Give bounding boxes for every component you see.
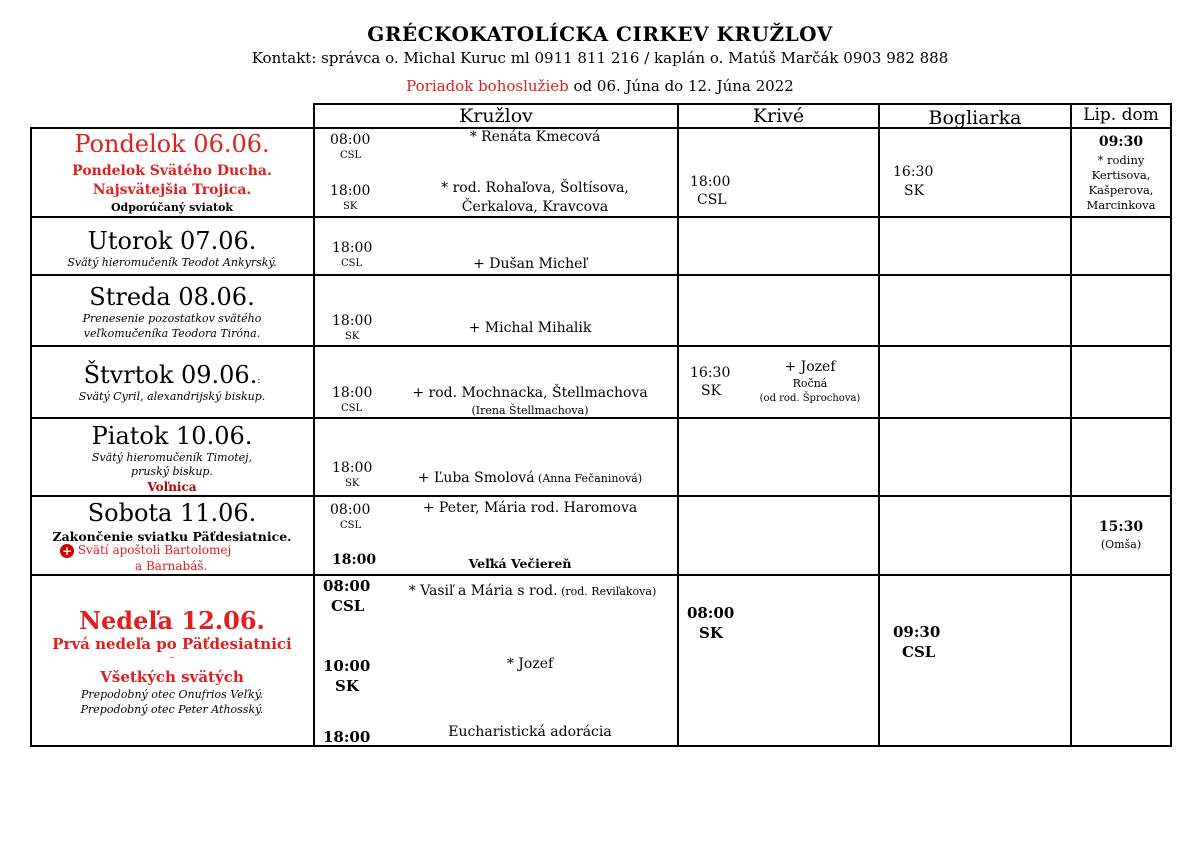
cross-icon: + (61, 543, 73, 558)
service-time: 16:30 (893, 164, 934, 180)
column-header-krive: Krivé (752, 105, 805, 127)
service-time: 08:00 (330, 132, 371, 148)
day-name: Pondelok 06.06. (74, 130, 270, 158)
feast-line: Zakončenie sviatku Päťdesiatnice. (52, 529, 292, 544)
day-name: Utorok 07.06. (87, 227, 257, 255)
feast-line: Najsvätejšia Trojica. (92, 182, 252, 198)
service-intention: + Dušan Micheľ (473, 256, 587, 272)
service-time: 18:00 (690, 174, 731, 190)
intention-note: (rod. Reviľakova) (557, 585, 657, 598)
feast-line: Prenesenie pozostatkov svätého (82, 312, 262, 325)
day-name (32, 361, 312, 389)
intention-line: Marcinkova (1086, 198, 1156, 212)
service-intention: + Jozef (784, 359, 836, 375)
service-note: (Omša) (1100, 538, 1142, 551)
service-time: 08:00 (330, 502, 371, 518)
schedule-label: Poriadok bohoslužieb (406, 77, 569, 95)
service-rite: SK (345, 331, 360, 342)
feast-line: Svätý Cyril, alexandrijský biskup. (78, 390, 266, 403)
intention-line: Kertisova, (1091, 168, 1151, 182)
service-rite: CSL (341, 403, 363, 414)
service-rite: SK (345, 478, 360, 489)
feast-note: Voľnica (147, 480, 197, 494)
service-intention: + rod. Mochnacka, Štellmachova (412, 385, 648, 401)
service-note: (od rod. Šprochova) (759, 393, 861, 404)
feast-line: veľkomučeníka Teodora Tiróna. (83, 327, 261, 340)
column-header-bogliarka: Bogliarka (928, 107, 1022, 129)
service-time: 18:00 (332, 385, 373, 401)
day-name: Piatok 10.06. (91, 422, 253, 450)
intention-text: * Vasiľ a Mária s rod. (408, 583, 558, 599)
service-time: 18:00 (332, 460, 373, 476)
saint-line: Prepodobný otec Peter Athosský. (80, 703, 264, 716)
service-intention: + Peter, Mária rod. Haromova (422, 500, 638, 516)
feast-dash: – (169, 652, 175, 663)
service-time: 08:00 (323, 577, 371, 595)
service-intention: Čerkalova, Kravcova (461, 199, 609, 215)
feast-line: Prvá nedeľa po Päťdesiatnici (52, 635, 292, 653)
intention-line: Kašperova, (1088, 183, 1154, 197)
service-intention: Veľká Večiereň (468, 556, 572, 571)
service-time: 09:30 (1098, 134, 1144, 150)
service-note: Ročná (792, 377, 828, 390)
saints-line (60, 543, 231, 558)
service-time: 16:30 (690, 365, 731, 381)
service-time: 08:00 (687, 604, 735, 622)
column-header-lip-dom: Lip. dom (1083, 105, 1159, 125)
schedule-range: od 06. Júna do 12. Júna 2022 (568, 77, 794, 95)
schedule-subtitle (0, 77, 1200, 95)
service-rite: CSL (341, 258, 363, 269)
day-name-text: Štvrtok 09.06. (83, 361, 258, 389)
saint-line: Prepodobný otec Onufrios Veľký. (80, 688, 264, 701)
service-time: 09:30 (893, 623, 941, 641)
service-rite: SK (904, 183, 925, 199)
service-intention: * Jozef (506, 656, 554, 672)
feast-line: Svätý hieromučeník Teodot Ankyrský. (67, 256, 277, 269)
service-time: 18:00 (323, 728, 371, 746)
intention-line: * rodiny (1097, 153, 1145, 167)
service-time: 18:00 (332, 313, 373, 329)
service-intention: * Renáta Kmecová (469, 129, 601, 145)
day-name: Streda 08.06. (89, 283, 255, 311)
feast-line: Všetkých svätých (100, 668, 244, 686)
service-rite: SK (699, 624, 723, 642)
service-intention: Eucharistická adorácia (448, 724, 612, 740)
contact-line: Kontakt: správca o. Michal Kuruc ml 0911 811 216 / kaplán o. Matúš Marčák 0903 982 888 (251, 49, 949, 67)
page-title: GRÉCKOKATOLÍCKA CIRKEV KRUŽLOV (367, 22, 833, 46)
saints-line: a Barnabáš. (135, 559, 208, 573)
service-rite: SK (335, 677, 359, 695)
day-name: Sobota 11.06. (87, 499, 257, 527)
intention-text: + Ľuba Smolová (417, 470, 535, 486)
day-name-mark: : (257, 376, 261, 386)
feast-note: Odporúčaný sviatok (110, 201, 234, 214)
service-time: 18:00 (332, 552, 377, 568)
service-rite: SK (343, 201, 358, 212)
service-rite: CSL (697, 192, 727, 208)
service-rite: CSL (340, 520, 362, 531)
column-header-kruzlov: Kružlov (459, 105, 533, 127)
service-note: (Irena Štellmachova) (471, 404, 589, 417)
service-intention: + Michal Mihalik (468, 320, 592, 336)
service-time: 15:30 (1098, 519, 1144, 535)
service-intention (390, 467, 670, 486)
service-intention: * rod. Rohaľova, Šoltísova, (441, 180, 629, 196)
feast-line: Pondelok Svätého Ducha. (72, 163, 272, 179)
service-rite: SK (701, 383, 722, 399)
feast-line: Svätý hieromučeník Timotej, (91, 451, 253, 464)
service-rite: CSL (331, 597, 365, 615)
service-time: 18:00 (330, 183, 371, 199)
service-time: 10:00 (323, 657, 371, 675)
service-intention (1072, 153, 1170, 213)
service-intention (385, 580, 680, 599)
service-time: 18:00 (332, 240, 373, 256)
saints-text: Svätí apoštoli Bartolomej (77, 543, 232, 557)
service-rite: CSL (902, 643, 936, 661)
intention-note: (Anna Fečaninová) (534, 472, 643, 485)
feast-line: pruský biskup. (131, 465, 213, 478)
service-rite: CSL (340, 150, 362, 161)
day-name: Nedeľa 12.06. (79, 606, 265, 635)
